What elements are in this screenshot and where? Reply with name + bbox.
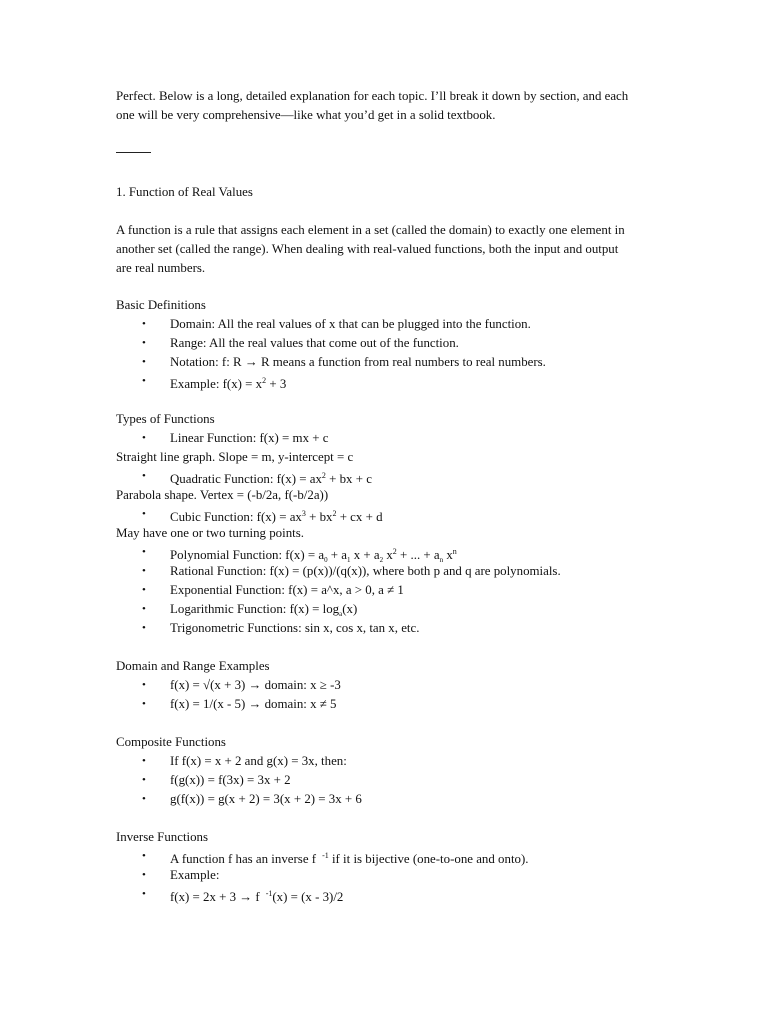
intro-line-2: one will be very comprehensive—like what you’d get in a solid textbook. [116,108,496,122]
quadratic-note: Parabola shape. Vertex = (-b/2a, f(-b/2a)) [116,488,329,502]
bullet-icon: • [142,869,146,881]
basic-definitions-heading: Basic Definitions [116,298,206,312]
paragraph-line-1: A function is a rule that assigns each element in a set (called the domain) to exactly one element in [116,223,625,237]
list-item-polynomial: Polynomial Function: $f(x) = a_0 + a_1$ $x + a_2$ $x^2$ + ... + $a_n$ $x^n$ [170,547,457,564]
list-item-trigonometric: Trigonometric Functions: sin x, cos x, tan x, etc. [170,621,420,635]
section-divider [116,152,151,153]
bullet-icon: • [142,679,146,691]
bullet-icon: • [142,375,146,387]
list-item-domain-example-1: f(x) = √(x + 3) → domain: x ≥ -3 [170,678,341,692]
intro-line-1: Perfect. Below is a long, detailed explanation for each topic. I’ll break it down by section, and each [116,89,629,103]
bullet-icon: • [142,888,146,900]
bullet-icon: • [142,603,146,615]
domain-range-heading: Domain and Range Examples [116,659,270,673]
list-item-inverse-1: A function f has an inverse f $^{-1}$ if it is bijective (one-to-one and onto). [170,851,529,866]
list-item-composite-1: If f(x) = x + 2 and g(x) = 3x, then: [170,754,347,768]
list-item-quadratic: Quadratic Function: $f(x) = ax^2$ + bx + c [170,471,372,486]
list-item-domain-example-2: f(x) = 1/(x - 5) → domain: x ≠ 5 [170,697,337,711]
bullet-icon: • [142,470,146,482]
list-item-cubic: Cubic Function: $f(x) = ax^3 + bx^2$ + cx + d [170,509,383,524]
bullet-icon: • [142,622,146,634]
list-item-inverse-2: Example: [170,868,220,882]
bullet-icon: • [142,432,146,444]
list-item-example: Example: $f(x) = x^2 + 3$ [170,376,287,391]
composite-heading: Composite Functions [116,735,226,749]
list-item-composite-3: g(f(x)) = g(x + 2) = 3(x + 2) = 3x + 6 [170,792,362,806]
paragraph-line-2: another set (called the range). When dealing with real-valued functions, both the input and output [116,242,619,256]
bullet-icon: • [142,337,146,349]
bullet-icon: • [142,755,146,767]
bullet-icon: • [142,793,146,805]
list-item-rational: Rational Function: f(x) = (p(x))/(q(x)), where both p and q are polynomials. [170,564,561,578]
bullet-icon: • [142,318,146,330]
bullet-icon: • [142,565,146,577]
paragraph-line-3: are real numbers. [116,261,206,275]
list-item-composite-2: f(g(x)) = f(3x) = 3x + 2 [170,773,291,787]
bullet-icon: • [142,584,146,596]
bullet-icon: • [142,850,146,862]
bullet-icon: • [142,356,146,368]
bullet-icon: • [142,546,146,558]
list-item-logarithmic: Logarithmic Function: $f(x) = \log_a(x)$ [170,602,358,618]
list-item-domain: Domain: All the real values of x that can be plugged into the function. [170,317,531,331]
cubic-note: May have one or two turning points. [116,526,304,540]
linear-note: Straight line graph. Slope = m, y-intercept = c [116,450,354,464]
list-item-linear: Linear Function: f(x) = mx + c [170,431,329,445]
bullet-icon: • [142,508,146,520]
types-heading: Types of Functions [116,412,215,426]
inverse-heading: Inverse Functions [116,830,209,844]
section-title: 1. Function of Real Values [116,185,253,199]
list-item-exponential: Exponential Function: f(x) = a^x, a > 0, a ≠ 1 [170,583,404,597]
list-item-range: Range: All the real values that come out of the function. [170,336,459,350]
bullet-icon: • [142,774,146,786]
list-item-inverse-3: f(x) = 2x + 3 → f $^{-1}$(x) = (x - 3)/2 [170,889,344,904]
bullet-icon: • [142,698,146,710]
right-arrow-icon: → [244,355,258,369]
list-item-notation: Notation: f: R → R means a function from real numbers to real numbers. [170,355,546,369]
